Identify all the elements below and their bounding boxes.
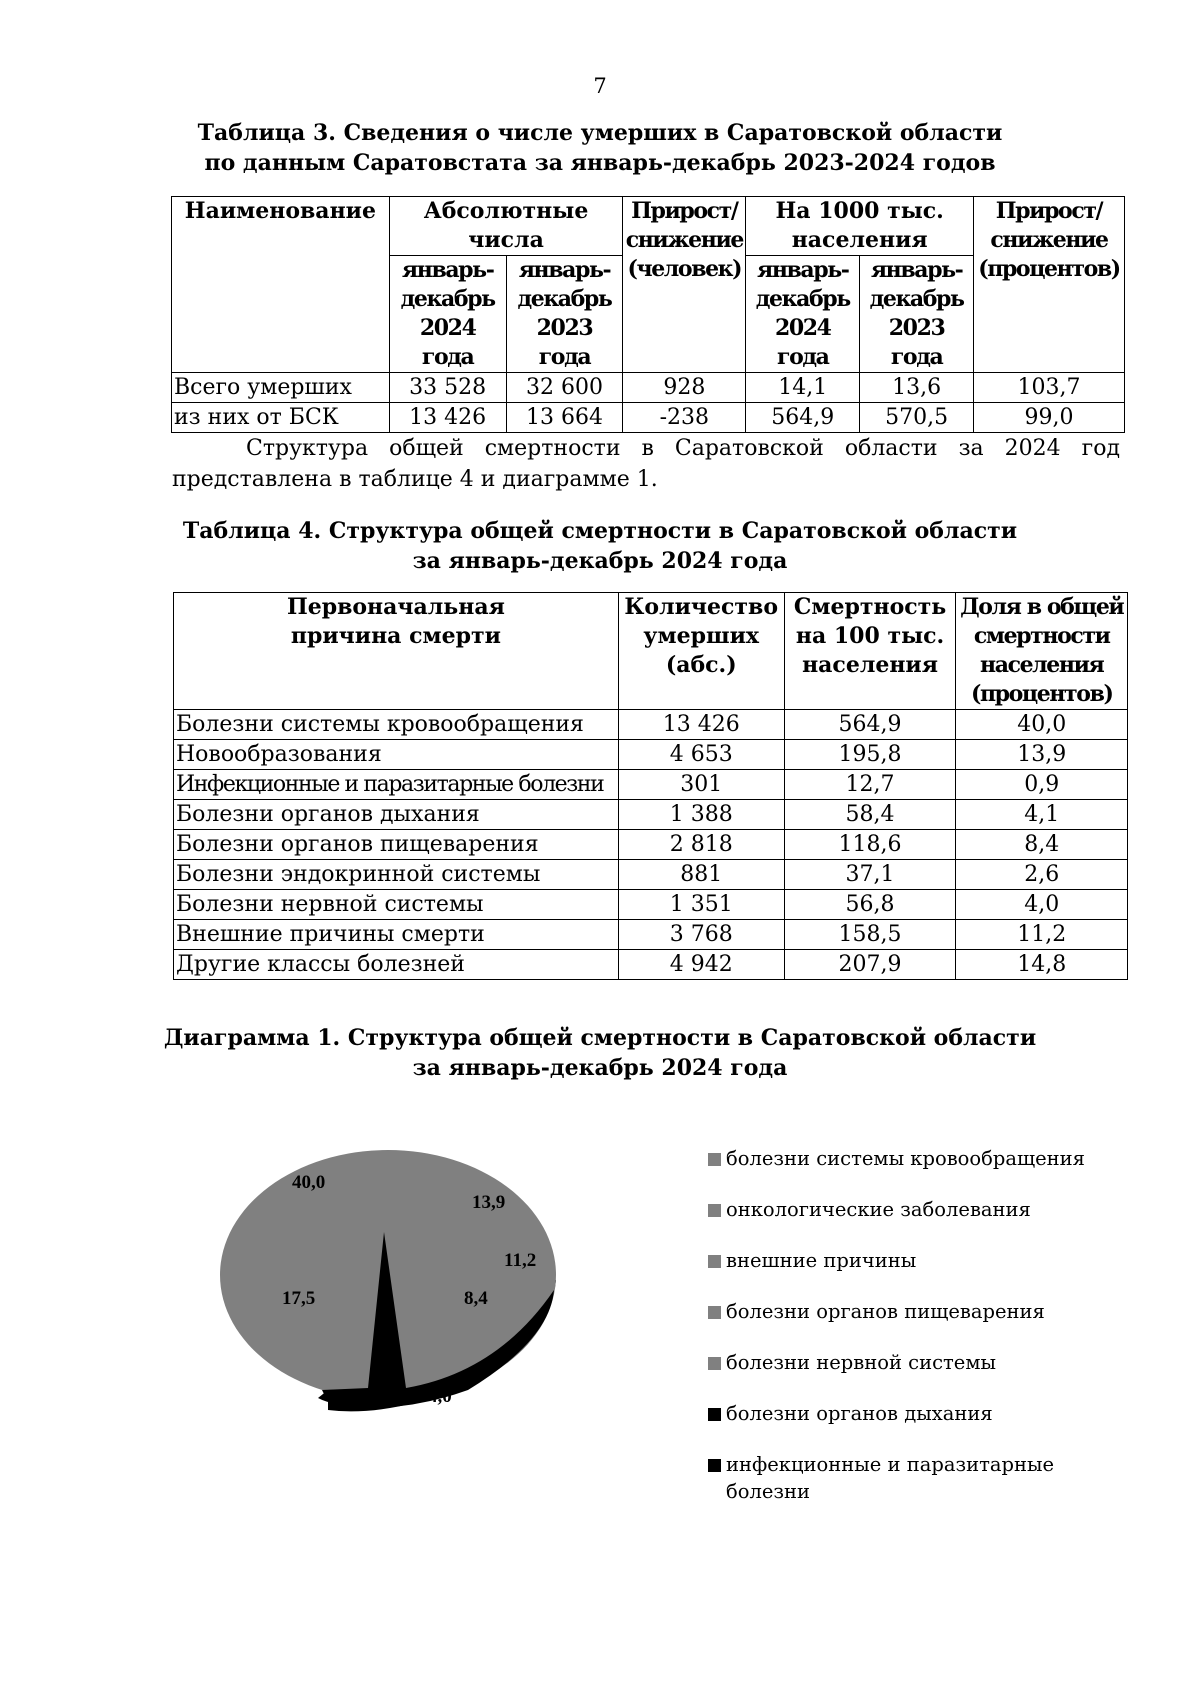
- pie-label-40: 40,0: [292, 1172, 326, 1193]
- cell-cause: Болезни органов пищеварения: [174, 830, 619, 860]
- cell-cause: Новообразования: [174, 740, 619, 770]
- pie-label-4-0: 4,0: [428, 1386, 452, 1407]
- legend-item: [708, 1349, 1108, 1376]
- legend-swatch-icon: [708, 1255, 721, 1268]
- diagram-title-line2: за январь-декабрь 2024 года: [412, 1055, 788, 1081]
- table-row: [174, 740, 1128, 770]
- cell-count: 301: [618, 770, 784, 800]
- cell-rate: 158,5: [784, 920, 956, 950]
- pie-label-0-9: 0,9: [336, 1386, 360, 1407]
- legend-label: болезни органов пищеварения: [726, 1300, 1045, 1323]
- table4: [173, 592, 1128, 980]
- header-change-percent: Прирост/ снижение (процентов): [974, 197, 1125, 373]
- legend-label: инфекционные и паразитарные болезни: [726, 1453, 1055, 1503]
- cell-abs-2023: 13 664: [506, 403, 623, 433]
- table-row: [174, 860, 1128, 890]
- pie-chart: [218, 1140, 558, 1444]
- legend-swatch-icon: [708, 1306, 721, 1319]
- table4-title-line2: за январь-декабрь 2024 года: [412, 548, 788, 574]
- pie-label-11-2: 11,2: [504, 1250, 537, 1271]
- cell-pct: 99,0: [974, 403, 1125, 433]
- cell-cause: Болезни эндокринной системы: [174, 860, 619, 890]
- chart-legend: [708, 1145, 1108, 1529]
- cell-cause: Болезни системы кровообращения: [174, 710, 619, 740]
- cell-change: -238: [623, 403, 746, 433]
- cell-share: 4,0: [956, 890, 1128, 920]
- header-share: Доля в общей смертности населения (процентов): [956, 593, 1128, 710]
- cell-rate: 37,1: [784, 860, 956, 890]
- legend-item: [708, 1451, 1108, 1505]
- cell-rate-2023: 570,5: [860, 403, 974, 433]
- row-name: из них от БСК: [172, 403, 390, 433]
- table-row: [174, 800, 1128, 830]
- legend-swatch-icon: [708, 1357, 721, 1370]
- legend-label: внешние причины: [726, 1249, 917, 1272]
- cell-share: 8,4: [956, 830, 1128, 860]
- cell-cause: Болезни нервной системы: [174, 890, 619, 920]
- cell-rate: 195,8: [784, 740, 956, 770]
- cell-rate-2024: 14,1: [746, 373, 860, 403]
- cell-rate: 56,8: [784, 890, 956, 920]
- table3-title-line1: Таблица 3. Сведения о числе умерших в Саратовской области: [197, 120, 1003, 146]
- cell-count: 3 768: [618, 920, 784, 950]
- row-name: Всего умерших: [172, 373, 390, 403]
- table4-title-line1: Таблица 4. Структура общей смертности в Саратовской области: [182, 518, 1018, 544]
- cell-share: 2,6: [956, 860, 1128, 890]
- cell-cause: Инфекционные и паразитарные болезни: [174, 770, 619, 800]
- header-abs-2023: январь- декабрь 2023 года: [506, 256, 623, 373]
- cell-rate: 564,9: [784, 710, 956, 740]
- cell-count: 2 818: [618, 830, 784, 860]
- table-row: [174, 950, 1128, 980]
- cell-abs-2023: 32 600: [506, 373, 623, 403]
- table-row: [172, 373, 1125, 403]
- table3-title: [0, 118, 1200, 178]
- header-absolute: Абсолютные числа: [389, 197, 623, 256]
- table4-title: [0, 516, 1200, 576]
- header-abs-2024: январь- декабрь 2024 года: [389, 256, 506, 373]
- page-number: 7: [593, 74, 607, 98]
- cell-count: 1 388: [618, 800, 784, 830]
- legend-swatch-icon: [708, 1153, 721, 1166]
- header-rate-2024: январь- декабрь 2024 года: [746, 256, 860, 373]
- diagram-title: [0, 1023, 1200, 1083]
- legend-label: болезни системы кровообращения: [726, 1147, 1085, 1170]
- cell-rate: 12,7: [784, 770, 956, 800]
- legend-label: онкологические заболевания: [726, 1198, 1031, 1221]
- cell-share: 4,1: [956, 800, 1128, 830]
- legend-item: [708, 1196, 1108, 1223]
- cell-cause: Болезни органов дыхания: [174, 800, 619, 830]
- cell-abs-2024: 13 426: [389, 403, 506, 433]
- header-change-people: Прирост/ снижение (человек): [623, 197, 746, 373]
- diagram-title-line1: Диаграмма 1. Структура общей смертности в Саратовской области: [163, 1025, 1037, 1051]
- cell-share: 40,0: [956, 710, 1128, 740]
- cell-rate-2023: 13,6: [860, 373, 974, 403]
- cell-share: 14,8: [956, 950, 1128, 980]
- pie-label-13-9: 13,9: [472, 1192, 506, 1213]
- cell-change: 928: [623, 373, 746, 403]
- table-row: [174, 890, 1128, 920]
- header-rate: Смертность на 100 тыс. населения: [784, 593, 956, 710]
- table-row: [174, 920, 1128, 950]
- paragraph-text: Структура общей смертности в Саратовской области за 2024 год представлена в таблице 4 и диаграмме 1.: [172, 436, 1120, 492]
- header-count: Количество умерших (абс.): [618, 593, 784, 710]
- cell-pct: 103,7: [974, 373, 1125, 403]
- pie-label-8-4: 8,4: [464, 1288, 488, 1309]
- cell-cause: Внешние причины смерти: [174, 920, 619, 950]
- table-row: [174, 830, 1128, 860]
- legend-item: [708, 1298, 1108, 1325]
- cell-abs-2024: 33 528: [389, 373, 506, 403]
- cell-count: 13 426: [618, 710, 784, 740]
- pie-label-17-5: 17,5: [282, 1288, 316, 1309]
- legend-item: [708, 1145, 1108, 1172]
- legend-swatch-icon: [708, 1204, 721, 1217]
- table-row: [174, 710, 1128, 740]
- legend-label: болезни нервной системы: [726, 1351, 997, 1374]
- table3: [171, 196, 1125, 433]
- table3-title-line2: по данным Саратовстата за январь-декабрь 2023-2024 годов: [204, 150, 996, 176]
- header-per-1000: На 1000 тыс. населения: [746, 197, 974, 256]
- cell-share: 11,2: [956, 920, 1128, 950]
- header-cause: Первоначальная причина смерти: [174, 593, 619, 710]
- cell-rate: 207,9: [784, 950, 956, 980]
- legend-swatch-icon: [708, 1459, 721, 1472]
- cell-share: 13,9: [956, 740, 1128, 770]
- cell-share: 0,9: [956, 770, 1128, 800]
- pie-chart-graphic: [218, 1140, 558, 1440]
- legend-swatch-icon: [708, 1408, 721, 1421]
- cell-cause: Другие классы болезней: [174, 950, 619, 980]
- table-row: [172, 403, 1125, 433]
- header-rate-2023: январь- декабрь 2023 года: [860, 256, 974, 373]
- cell-rate-2024: 564,9: [746, 403, 860, 433]
- cell-count: 1 351: [618, 890, 784, 920]
- header-name: Наименование: [172, 197, 390, 373]
- table-row: [174, 770, 1128, 800]
- cell-count: 4 942: [618, 950, 784, 980]
- body-paragraph: [172, 433, 1120, 495]
- legend-item: [708, 1400, 1108, 1427]
- legend-item: [708, 1247, 1108, 1274]
- cell-count: 881: [618, 860, 784, 890]
- cell-rate: 118,6: [784, 830, 956, 860]
- legend-label: болезни органов дыхания: [726, 1402, 993, 1425]
- cell-rate: 58,4: [784, 800, 956, 830]
- cell-count: 4 653: [618, 740, 784, 770]
